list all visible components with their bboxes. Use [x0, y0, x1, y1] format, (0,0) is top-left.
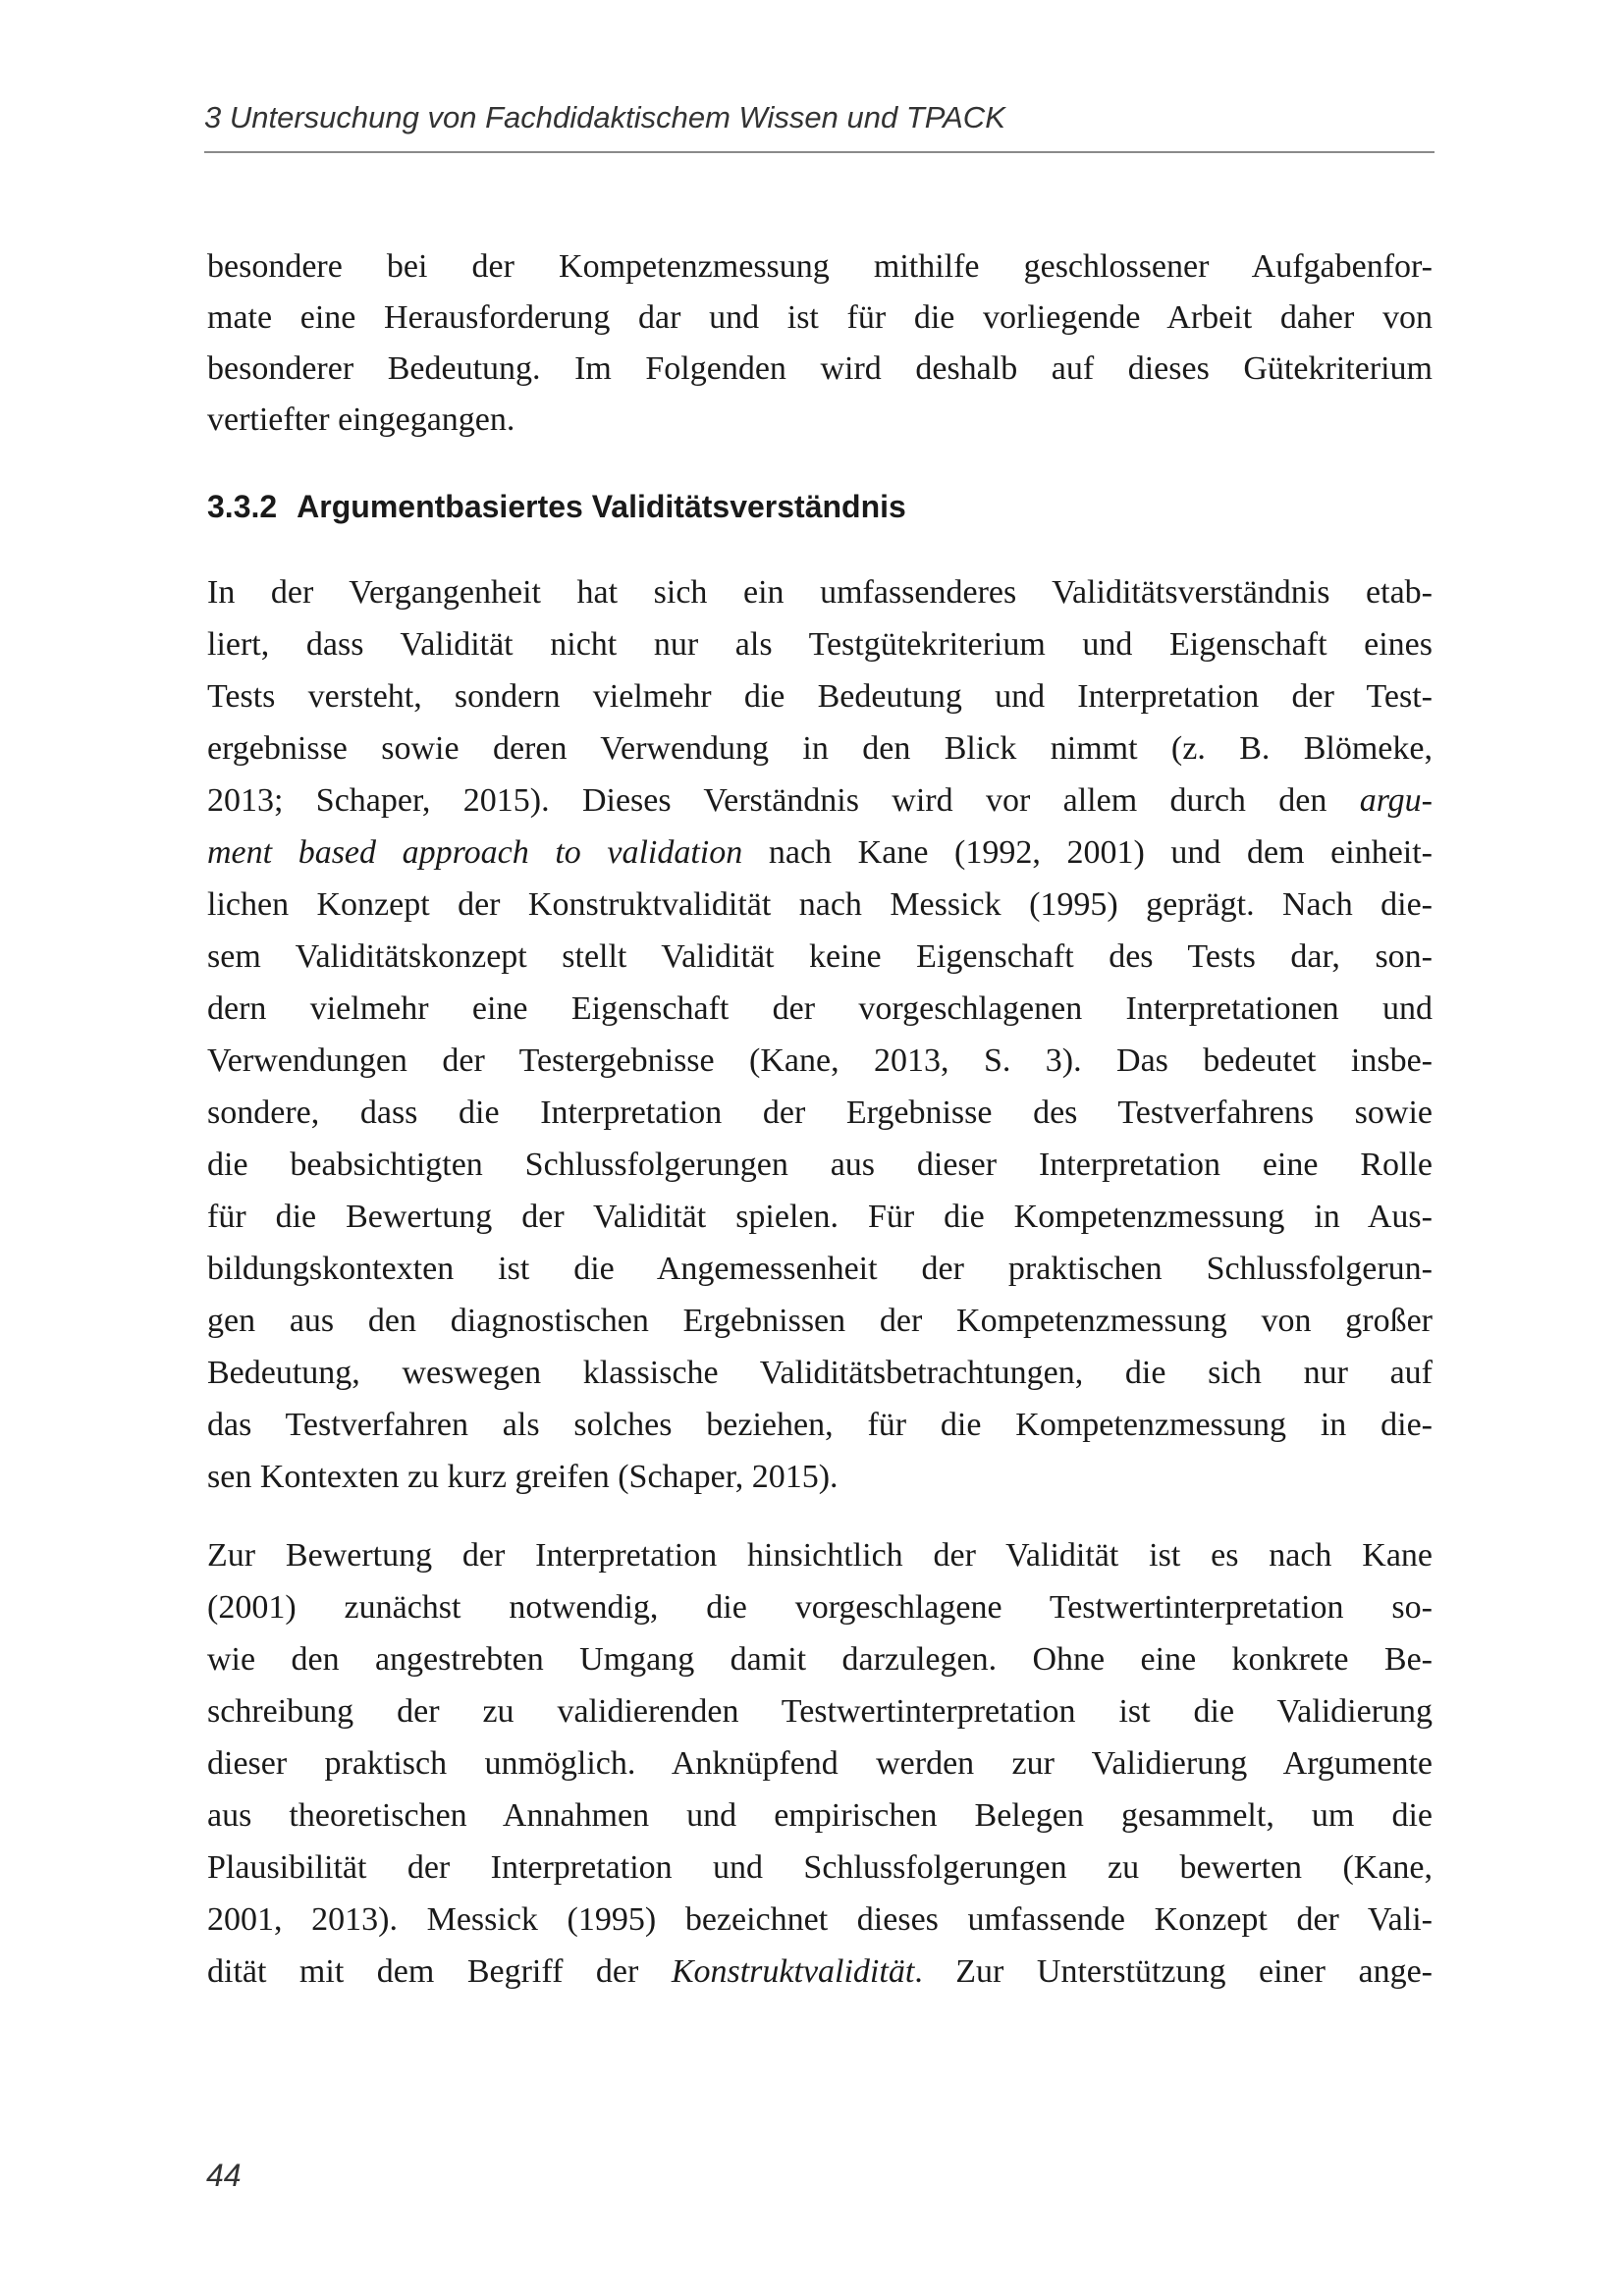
paragraph-2-line [207, 779, 1433, 823]
section-title: Argumentbasiertes Validitätsverständnis [297, 489, 906, 524]
paragraph-2-line: gen aus den diagnostischen Ergebnissen der Kompetenzmessung von großer [207, 1303, 1433, 1339]
running-header: 3 Untersuchung von Fachdidaktischem Wissen und TPACK [204, 100, 1005, 134]
page-number: 44 [206, 2158, 242, 2193]
paragraph-3-line: Plausibilität der Interpretation und Schlussfolgerungen zu bewerten (Kane, [207, 1849, 1433, 1886]
paragraph-2-line: Tests versteht, sondern vielmehr die Bedeutung und Interpretation der Test- [207, 678, 1433, 715]
paragraph-1-line: besonderer Bedeutung. Im Folgenden wird deshalb auf dieses Gütekriterium [207, 350, 1433, 387]
paragraph-3-line [207, 1950, 1433, 1994]
line-text: nach Kane (1992, 2001) und dem einheit- [742, 834, 1434, 871]
paragraph-2-line: liert, dass Validität nicht nur als Testgütekriterium und Eigenschaft eines [207, 626, 1433, 663]
paragraph-2-line: Bedeutung, weswegen klassische Validitätsbetrachtungen, die sich nur auf [207, 1355, 1433, 1391]
paragraph-1-line: besondere bei der Kompetenzmessung mithilfe geschlossener Aufgabenfor- [207, 248, 1433, 285]
paragraph-2-line: bildungskontexten ist die Angemessenheit der praktischen Schlussfolgerun- [207, 1251, 1433, 1287]
emphasis-text: Konstruktvalidität [671, 1953, 915, 1990]
emphasis-text: ment based approach to validation [207, 834, 743, 871]
header-rule [204, 151, 1435, 153]
paragraph-1-line: mate eine Herausforderung dar und ist für die vorliegende Arbeit daher von [207, 299, 1433, 336]
paragraph-2-line: sondere, dass die Interpretation der Ergebnisse des Testverfahrens sowie [207, 1095, 1433, 1131]
paragraph-3-line: Zur Bewertung der Interpretation hinsichtlich der Validität ist es nach Kane [207, 1537, 1433, 1574]
paragraph-2-line: In der Vergangenheit hat sich ein umfassenderes Validitätsverständnis etab- [207, 574, 1433, 611]
paragraph-2-line: lichen Konzept der Konstruktvalidität nach Messick (1995) geprägt. Nach die- [207, 886, 1433, 923]
paragraph-1-line: vertiefter eingegangen. [207, 401, 515, 438]
paragraph-2-line: sen Kontexten zu kurz greifen (Schaper, 2015). [207, 1459, 839, 1495]
paragraph-2-line [207, 831, 1433, 875]
paragraph-3-line: wie den angestrebten Umgang damit darzulegen. Ohne eine konkrete Be- [207, 1641, 1433, 1678]
paragraph-2-line: das Testverfahren als solches beziehen, für die Kompetenzmessung in die- [207, 1407, 1433, 1443]
paragraph-2-line: für die Bewertung der Validität spielen. Für die Kompetenzmessung in Aus- [207, 1199, 1433, 1235]
paragraph-2-line: dern vielmehr eine Eigenschaft der vorgeschlagenen Interpretationen und [207, 990, 1433, 1027]
line-text: . Zur Unterstützung einer ange- [914, 1953, 1433, 1990]
paragraph-3-line: schreibung der zu validierenden Testwertinterpretation ist die Validierung [207, 1693, 1433, 1730]
line-text: dität mit dem Begriff der [207, 1953, 672, 1990]
paragraph-2-line: sem Validitätskonzept stellt Validität keine Eigenschaft des Tests dar, son- [207, 938, 1433, 975]
paragraph-2-line: Verwendungen der Testergebnisse (Kane, 2013, S. 3). Das bedeutet insbe- [207, 1042, 1433, 1079]
paragraph-3-line: dieser praktisch unmöglich. Anknüpfend werden zur Validierung Argumente [207, 1745, 1433, 1782]
section-heading [207, 487, 906, 526]
line-text: 2013; Schaper, 2015). Dieses Verständnis wird vor allem durch den [207, 782, 1360, 819]
paragraph-2-line: ergebnisse sowie deren Verwendung in den Blick nimmt (z. B. Blömeke, [207, 730, 1433, 767]
paragraph-3-line: (2001) zunächst notwendig, die vorgeschlagene Testwertinterpretation so- [207, 1589, 1433, 1626]
emphasis-text: argu- [1359, 782, 1433, 819]
section-number: 3.3.2 [207, 489, 278, 524]
paragraph-3-line: aus theoretischen Annahmen und empirischen Belegen gesammelt, um die [207, 1797, 1433, 1834]
paragraph-3-line: 2001, 2013). Messick (1995) bezeichnet dieses umfassende Konzept der Vali- [207, 1901, 1433, 1938]
paragraph-2-line: die beabsichtigten Schlussfolgerungen aus dieser Interpretation eine Rolle [207, 1147, 1433, 1183]
